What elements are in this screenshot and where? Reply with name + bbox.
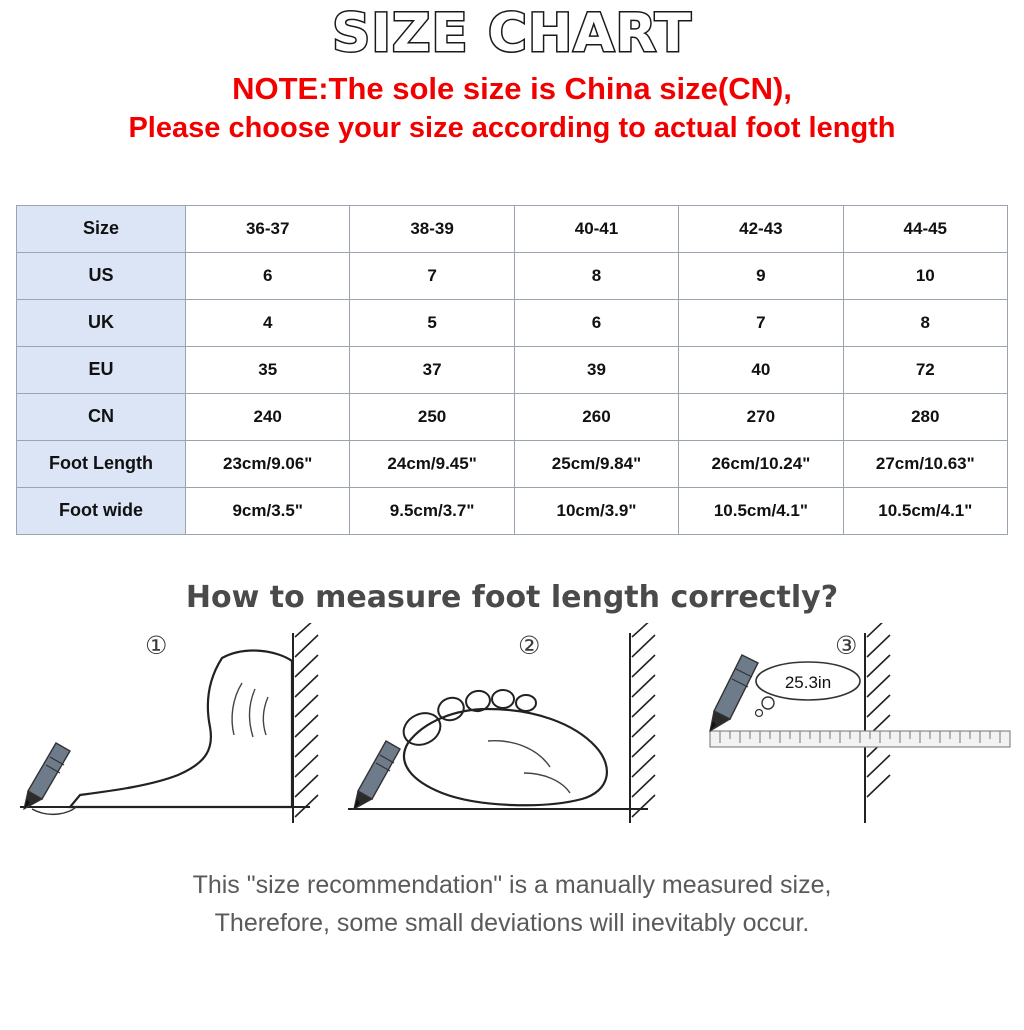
row-header-uk: UK [17, 299, 186, 346]
cell-size-2: 40-41 [514, 205, 678, 252]
foot-top-view-diagram [338, 623, 668, 853]
step-2-number: ② [518, 630, 541, 660]
cell-uk-2: 6 [514, 299, 678, 346]
cell-eu-1: 37 [350, 346, 514, 393]
cell-foot-wide-4: 10.5cm/4.1" [843, 487, 1007, 534]
pencil-icon [24, 743, 70, 809]
cell-foot-length-0: 23cm/9.06" [186, 440, 350, 487]
cell-uk-4: 8 [843, 299, 1007, 346]
table-row [17, 487, 1008, 534]
howto-figures [0, 623, 1024, 853]
cell-foot-length-1: 24cm/9.45" [350, 440, 514, 487]
cell-foot-length-4: 27cm/10.63" [843, 440, 1007, 487]
cell-cn-2: 260 [514, 393, 678, 440]
row-header-foot-wide: Foot wide [17, 487, 186, 534]
step-1-number: ① [145, 630, 168, 660]
cell-us-4: 10 [843, 252, 1007, 299]
table-row [17, 252, 1008, 299]
foot-side-view-diagram [10, 623, 330, 853]
figure-step-3 [680, 623, 1000, 853]
cell-uk-3: 7 [679, 299, 843, 346]
row-header-cn: CN [17, 393, 186, 440]
pencil-icon [710, 655, 758, 731]
cell-size-4: 44-45 [843, 205, 1007, 252]
cell-size-1: 38-39 [350, 205, 514, 252]
cell-foot-wide-2: 10cm/3.9" [514, 487, 678, 534]
cell-us-2: 8 [514, 252, 678, 299]
howto-heading: How to measure foot length correctly? [185, 579, 839, 615]
cell-us-0: 6 [186, 252, 350, 299]
cell-us-1: 7 [350, 252, 514, 299]
row-header-foot-length: Foot Length [17, 440, 186, 487]
size-chart-table [16, 205, 1008, 535]
bubble-text: 25.3in [784, 672, 832, 692]
table-row [17, 440, 1008, 487]
cell-foot-wide-0: 9cm/3.5" [186, 487, 350, 534]
cell-size-3: 42-43 [679, 205, 843, 252]
row-header-us: US [17, 252, 186, 299]
table-row [17, 299, 1008, 346]
row-header-size: Size [17, 205, 186, 252]
size-chart-table-wrapper [16, 205, 1008, 535]
cell-eu-2: 39 [514, 346, 678, 393]
cell-eu-0: 35 [186, 346, 350, 393]
cell-cn-3: 270 [679, 393, 843, 440]
cell-cn-4: 280 [843, 393, 1007, 440]
page-title: SIZE CHART [332, 3, 692, 64]
cell-eu-3: 40 [679, 346, 843, 393]
cell-foot-wide-1: 9.5cm/3.7" [350, 487, 514, 534]
cell-foot-length-3: 26cm/10.24" [679, 440, 843, 487]
cell-cn-1: 250 [350, 393, 514, 440]
table-row [17, 393, 1008, 440]
pencil-icon [354, 741, 400, 809]
row-header-eu: EU [17, 346, 186, 393]
cell-uk-0: 4 [186, 299, 350, 346]
cell-uk-1: 5 [350, 299, 514, 346]
figure-step-1 [10, 623, 330, 853]
measurement-bubble [756, 662, 861, 717]
cell-foot-wide-3: 10.5cm/4.1" [679, 487, 843, 534]
cell-us-3: 9 [679, 252, 843, 299]
figure-step-2 [338, 623, 658, 853]
cell-cn-0: 240 [186, 393, 350, 440]
note-line-2: Please choose your size according to actual foot length [128, 112, 896, 145]
note-line-1: NOTE:The sole size is China size(CN), [232, 70, 792, 106]
cell-eu-4: 72 [843, 346, 1007, 393]
table-row [17, 346, 1008, 393]
footer-line-2: Therefore, some small deviations will inevitably occur. [214, 908, 810, 937]
footer-line-1: This "size recommendation" is a manually measured size, [192, 870, 832, 899]
step-3-number: ③ [835, 630, 858, 660]
cell-foot-length-2: 25cm/9.84" [514, 440, 678, 487]
table-row [17, 205, 1008, 252]
cell-size-0: 36-37 [186, 205, 350, 252]
